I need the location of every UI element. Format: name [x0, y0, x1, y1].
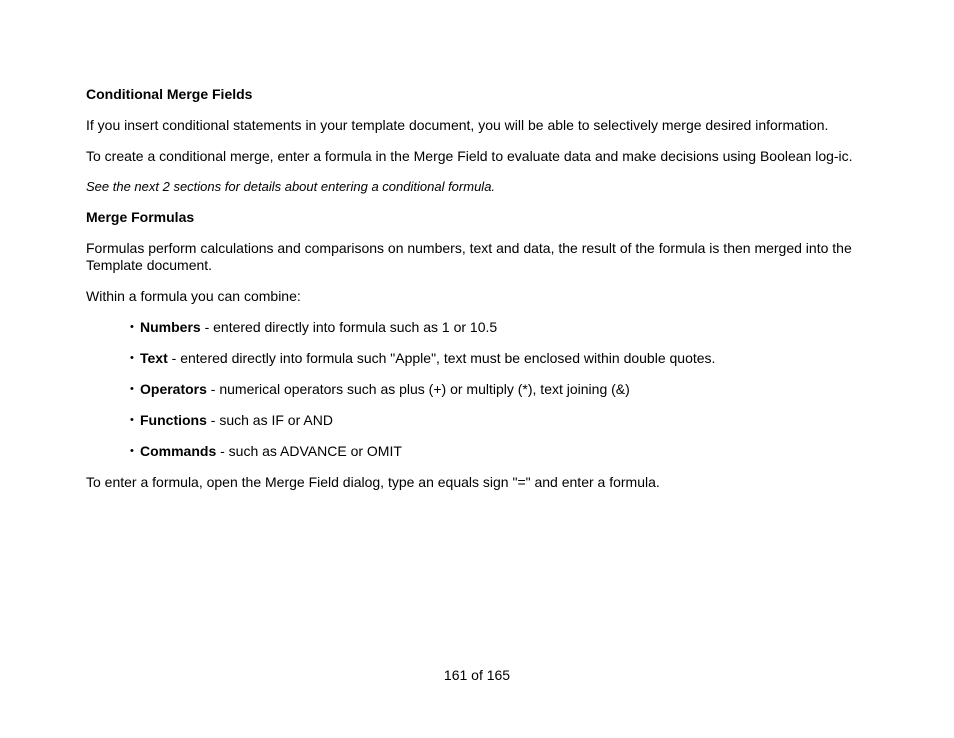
list-item [130, 412, 876, 429]
bullet-icon: • [130, 414, 134, 426]
bullet-icon: • [130, 352, 134, 364]
section-heading-merge-formulas: Merge Formulas [86, 209, 195, 225]
list-item-desc: - numerical operators such as plus (+) or multiply (*), text joining (&) [206, 381, 630, 397]
list-item [130, 319, 876, 336]
list-item-desc: - such as IF or AND [206, 412, 333, 428]
bullet-icon: • [130, 445, 134, 457]
italic-note: See the next 2 sections for details about entering a conditional formula. [86, 179, 496, 194]
list-item [130, 443, 876, 460]
paragraph-within-formula: Within a formula you can combine: [86, 288, 301, 304]
formula-components-list [86, 319, 876, 460]
list-item-desc: - entered directly into formula such as 1 or 10.5 [200, 319, 498, 335]
list-item-term: Functions [140, 412, 207, 428]
page-number: 161 of 165 [443, 667, 511, 683]
paragraph-create-conditional-merge: To create a conditional merge, enter a formula in the Merge Field to evaluate data and make decisions using Boolean log-ic. [86, 148, 853, 164]
paragraph-enter-formula: To enter a formula, open the Merge Field dialog, type an equals sign "=" and enter a formula. [86, 474, 660, 490]
paragraph-formulas-perform: Formulas perform calculations and comparisons on numbers, text and data, the result of the formula is then merged into the Template document. [86, 240, 852, 273]
list-item-desc: - such as ADVANCE or OMIT [216, 443, 402, 459]
section-heading-conditional-merge-fields: Conditional Merge Fields [86, 86, 253, 102]
bullet-icon: • [130, 321, 134, 333]
document-page [86, 86, 876, 505]
bullet-icon: • [130, 383, 134, 395]
list-item-desc: - entered directly into formula such "Apple", text must be enclosed within double quotes. [167, 350, 716, 366]
paragraph-selective-merge: If you insert conditional statements in your template document, you will be able to selectively merge desired information. [86, 117, 829, 133]
list-item-term: Operators [140, 381, 207, 397]
list-item-term: Commands [140, 443, 217, 459]
list-item [130, 350, 876, 367]
list-item [130, 381, 876, 398]
list-item-term: Text [140, 350, 168, 366]
list-item-term: Numbers [140, 319, 201, 335]
